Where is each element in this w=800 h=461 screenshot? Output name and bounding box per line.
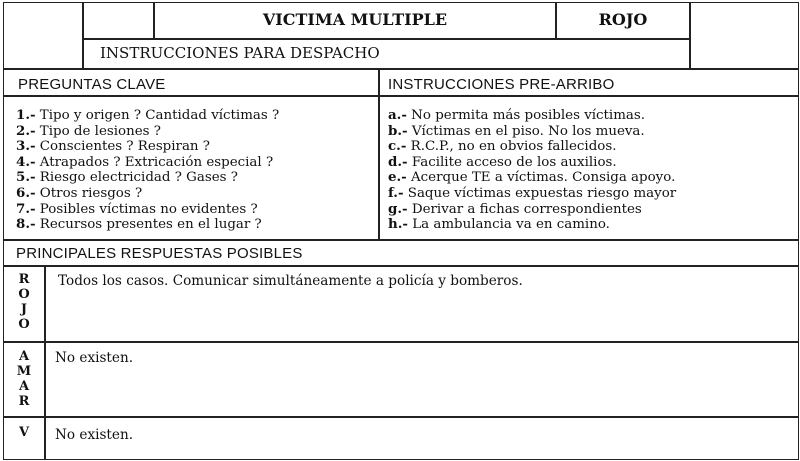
instruccion-item xyxy=(388,108,676,124)
instruccion-item-number: f.- xyxy=(388,184,404,201)
header-code-right-divider xyxy=(689,2,691,69)
respuestas-label-divider xyxy=(44,265,46,460)
header-left-divider xyxy=(82,2,84,69)
instruccion-item-text: No permita más posibles víctimas. xyxy=(406,108,646,123)
pregunta-item-text: Posibles víctimas no evidentes ? xyxy=(35,201,258,217)
respuestas-top-line xyxy=(3,239,799,241)
instruccion-item-number: a.- xyxy=(388,107,407,123)
respuesta-rojo: Todos los casos. Comunicar simultáneamente a policía y bomberos. xyxy=(58,273,523,289)
pregunta-item-number: 2.- xyxy=(16,122,36,139)
pregunta-item-number: 4.- xyxy=(16,153,36,170)
pregunta-item xyxy=(16,186,279,202)
instruccion-item-number: d.- xyxy=(388,153,408,170)
row-rojo-bottom xyxy=(3,341,799,343)
respuesta-amarillo: No existen. xyxy=(55,350,134,366)
page-title: VICTIMA MULTIPLE xyxy=(262,10,448,29)
instruccion-item-text: Víctimas en el piso. No los mueva. xyxy=(407,123,645,139)
pregunta-item-number: 7.- xyxy=(16,200,36,217)
instruccion-item-text: La ambulancia va en camino. xyxy=(407,217,610,233)
pregunta-item-text: Otros riesgos ? xyxy=(35,185,143,201)
row-label-letter: M xyxy=(16,364,32,379)
row-label-verde xyxy=(6,425,42,440)
instruccion-item xyxy=(388,139,676,155)
row-amar-bottom xyxy=(3,416,799,418)
instruccion-item-number: e.- xyxy=(388,169,407,186)
row-label-letter: O xyxy=(18,317,30,332)
pregunta-item-text: Tipo de lesiones ? xyxy=(35,123,161,139)
row-label-letter: A xyxy=(18,379,30,394)
header-title-left-divider xyxy=(153,2,155,39)
instrucciones-heading: INSTRUCCIONES PRE-ARRIBO xyxy=(388,76,615,93)
header-bottom-line xyxy=(3,68,799,70)
row-label-letter: O xyxy=(18,287,30,302)
instruccion-item xyxy=(388,170,676,186)
pregunta-item-text: Atrapados ? Extricación especial ? xyxy=(35,154,274,170)
instruccion-item-text: Derivar a fichas correspondientes xyxy=(407,201,642,217)
respuesta-verde: No existen. xyxy=(55,427,134,443)
header-title-right-divider xyxy=(555,2,557,39)
pregunta-item-number: 1.- xyxy=(16,107,36,123)
instrucciones-list xyxy=(388,108,676,233)
header-mid-line xyxy=(82,38,691,40)
instruccion-item-text: R.C.P., no en obvios fallecidos. xyxy=(406,139,617,155)
row-label-letter: R xyxy=(18,394,30,409)
pregunta-item-text: Riesgo electricidad ? Gases ? xyxy=(35,170,238,186)
row-label-letter: J xyxy=(20,302,28,317)
row-label-rojo xyxy=(6,272,42,332)
pregunta-item xyxy=(16,108,279,124)
instruccion-item-number: h.- xyxy=(388,216,408,233)
respuestas-header-line xyxy=(3,265,799,267)
columns-divider xyxy=(378,68,380,240)
pregunta-item xyxy=(16,155,279,171)
pregunta-item xyxy=(16,202,279,218)
instruccion-item xyxy=(388,124,676,140)
pregunta-item-text: Recursos presentes en el lugar ? xyxy=(35,217,262,233)
section-subtitle: INSTRUCCIONES PARA DESPACHO xyxy=(100,44,380,62)
preguntas-heading: PREGUNTAS CLAVE xyxy=(18,76,166,93)
preguntas-list xyxy=(16,108,279,233)
pregunta-item xyxy=(16,139,279,155)
section-header-line xyxy=(3,95,799,97)
pregunta-item xyxy=(16,217,279,233)
pregunta-item-number: 8.- xyxy=(16,216,36,233)
pregunta-item-text: Conscientes ? Respiran ? xyxy=(35,139,210,155)
instruccion-item xyxy=(388,202,676,218)
pregunta-item xyxy=(16,124,279,140)
row-label-letter: R xyxy=(18,272,30,287)
pregunta-item-number: 5.- xyxy=(16,169,36,186)
instruccion-item xyxy=(388,186,676,202)
instruccion-item-text: Saque víctimas expuestas riesgo mayor xyxy=(403,185,677,201)
row-label-amarillo xyxy=(6,349,42,409)
instruccion-item-number: c.- xyxy=(388,138,407,155)
instruccion-item xyxy=(388,217,676,233)
instruccion-item-text: Facilite acceso de los auxilios. xyxy=(407,154,617,170)
instruccion-item-number: g.- xyxy=(388,200,408,217)
instruccion-item-text: Acerque TE a víctimas. Consiga apoyo. xyxy=(406,170,676,186)
instruccion-item-number: b.- xyxy=(388,122,408,139)
pregunta-item-number: 6.- xyxy=(16,184,36,201)
respuestas-heading: PRINCIPALES RESPUESTAS POSIBLES xyxy=(16,245,303,262)
row-label-letter: V xyxy=(18,425,30,440)
instruccion-item xyxy=(388,155,676,171)
row-label-letter: A xyxy=(18,349,30,364)
pregunta-item xyxy=(16,170,279,186)
pregunta-item-number: 3.- xyxy=(16,138,36,155)
priority-code: ROJO xyxy=(598,10,648,29)
pregunta-item-text: Tipo y origen ? Cantidad víctimas ? xyxy=(35,108,280,123)
